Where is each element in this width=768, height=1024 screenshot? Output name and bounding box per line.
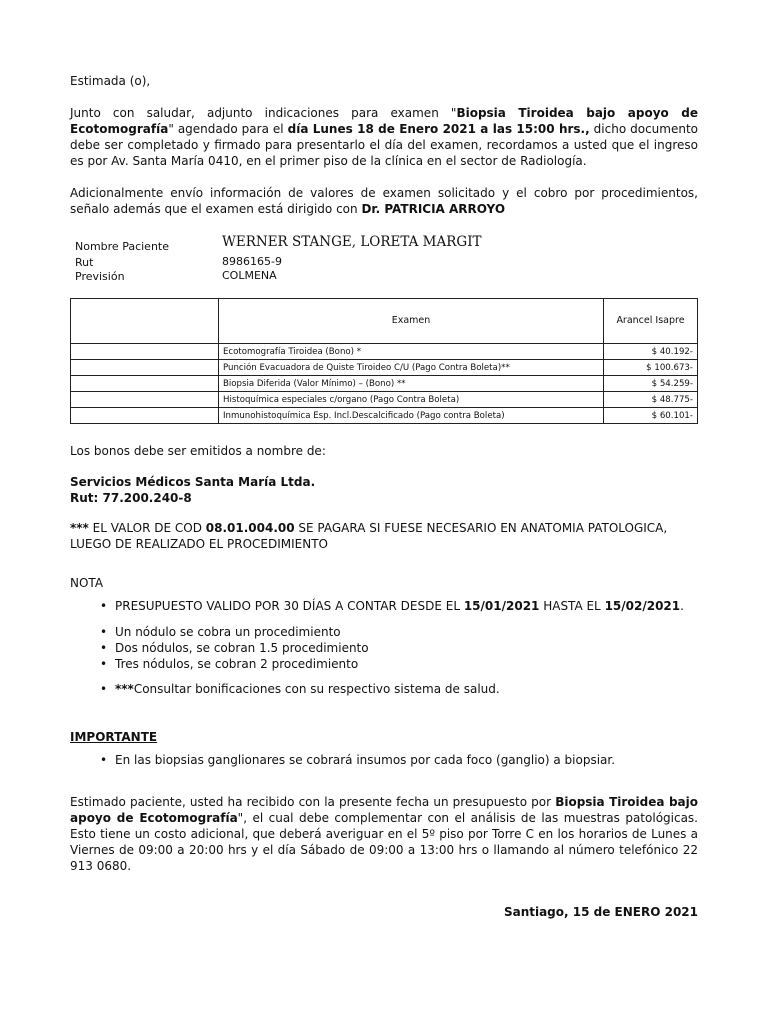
consult-stars: *** <box>115 682 134 696</box>
patient-name-value: WERNER STANGE, LORETA MARGIT <box>222 234 482 250</box>
exam-cell: Ecotomografía Tiroidea (Bono) * <box>219 344 604 360</box>
closing-exam-name: Biopsia Tiroidea bajo apoyo de Ecotomografía <box>70 795 699 825</box>
importante-list <box>70 752 698 768</box>
intro-exam-name: Biopsia Tiroidea bajo apoyo de Ecotomografía <box>70 106 698 136</box>
table-header-blank <box>71 299 219 344</box>
table-header-price: Arancel Isapre <box>604 299 698 344</box>
list-item <box>70 681 698 697</box>
table-row <box>71 344 698 360</box>
company-rut: Rut: 77.200.240-8 <box>70 491 192 505</box>
table-header-exam: Examen <box>219 299 604 344</box>
cod-note-stars: *** <box>70 521 89 535</box>
budget-text-1: PRESUPUESTO VALIDO POR 30 DÍAS A CONTAR DESDE EL <box>115 599 464 613</box>
bullet-icon: • <box>100 641 108 655</box>
table-row <box>71 392 698 408</box>
list-item <box>70 598 698 614</box>
table-row <box>71 360 698 376</box>
intro-text-1: Junto con saludar, adjunto indicaciones para examen " <box>70 106 457 120</box>
doctor-name: Dr. PATRICIA ARROYO <box>361 202 506 216</box>
list-item <box>70 624 698 640</box>
budget-text-3: . <box>680 599 684 613</box>
patient-name-label: Nombre Paciente <box>75 240 170 253</box>
additional-paragraph <box>70 185 698 217</box>
bullet-icon: • <box>100 599 108 613</box>
cod-note-text-2: SE PAGARA SI FUESE NECESARIO EN ANATOMIA PATOLOGICA, LUEGO DE REALIZADO EL PROCEDIMIENTO <box>70 521 668 551</box>
prevision-value: COLMENA <box>222 269 277 282</box>
greeting: Estimada (o), <box>70 74 151 88</box>
exam-price-table <box>70 298 698 424</box>
importante-title: IMPORTANTE <box>70 730 158 744</box>
intro-text-3: dicho documento debe ser completado y firmado para presentarlo el día del examen, recordamos a usted que el ingreso es por Av. Santa María 0410, en el primer piso de la clínica en el sector de Radiología. <box>70 122 699 168</box>
additional-text: Adicionalmente envío información de valores de examen solicitado y el cobro por procedimientos, señalo además que el examen está dirigido con <box>70 186 698 216</box>
intro-text-2: " agendado para el <box>168 122 288 136</box>
cod-note <box>70 520 698 552</box>
budget-date-from: 15/01/2021 <box>463 599 540 613</box>
rut-value: 8986165-9 <box>222 255 282 268</box>
nota-budget-list <box>70 598 698 614</box>
exam-cell: Biopsia Diferida (Valor Mínimo) – (Bono) ** <box>219 376 604 392</box>
bullet-icon: • <box>100 682 108 696</box>
consult-text: Consultar bonificaciones con su respectivo sistema de salud. <box>133 682 500 696</box>
prevision-label: Previsión <box>75 270 125 283</box>
bonos-text: Los bonos debe ser emitidos a nombre de: <box>70 444 326 458</box>
company-name: Servicios Médicos Santa María Ltda. <box>70 475 316 489</box>
exam-cell: Punción Evacuadora de Quiste Tiroideo C/U (Pago Contra Boleta)** <box>219 360 604 376</box>
nodule-item-text: Tres nódulos, se cobran 2 procedimiento <box>115 657 359 671</box>
nodule-item-text: Dos nódulos, se cobran 1.5 procedimiento <box>115 641 369 655</box>
price-cell: $ 40.192- <box>604 344 698 360</box>
list-item <box>70 656 698 672</box>
cod-code: 08.01.004.00 <box>205 521 295 535</box>
nodule-item-text: Un nódulo se cobra un procedimiento <box>115 625 341 639</box>
nodules-list <box>70 624 698 672</box>
rut-label: Rut <box>75 256 94 269</box>
intro-appointment-date: día Lunes 18 de Enero 2021 a las 15:00 hrs., <box>287 122 590 136</box>
nota-title: NOTA <box>70 576 104 590</box>
closing-text-1: Estimado paciente, usted ha recibido con la presente fecha un presupuesto por <box>70 795 556 809</box>
table-row <box>71 408 698 424</box>
closing-paragraph <box>70 794 698 874</box>
bullet-icon: • <box>100 625 108 639</box>
bullet-icon: • <box>100 657 108 671</box>
price-cell: $ 48.775- <box>604 392 698 408</box>
closing-text-2: ", el cual debe complementar con el análisis de las muestras patológicas. Esto tiene un costo adicional, que deberá averiguar en el 5º piso por Torre C en los horarios de Lunes a Viernes de 09:00 a 20:00 hrs y el día Sábado de 09:00 a 13:00 hrs o llamando al número telefónico 22 913 0680. <box>70 811 699 873</box>
table-row <box>71 376 698 392</box>
budget-date-to: 15/02/2021 <box>604 599 681 613</box>
intro-paragraph <box>70 105 698 169</box>
cod-note-text-1: EL VALOR DE COD <box>88 521 206 535</box>
exam-cell: Histoquímica especiales c/organo (Pago Contra Boleta) <box>219 392 604 408</box>
exam-cell: Inmunohistoquímica Esp. Incl.Descalcificado (Pago contra Boleta) <box>219 408 604 424</box>
list-item <box>70 752 698 768</box>
importante-item-text: En las biopsias ganglionares se cobrará insumos por cada foco (ganglio) a biopsiar. <box>115 753 616 767</box>
budget-text-2: HASTA EL <box>539 599 605 613</box>
price-cell: $ 100.673- <box>604 360 698 376</box>
bullet-icon: • <box>100 753 108 767</box>
list-item <box>70 640 698 656</box>
consult-list <box>70 681 698 697</box>
price-cell: $ 54.259- <box>604 376 698 392</box>
table-header-row <box>71 299 698 344</box>
price-cell: $ 60.101- <box>604 408 698 424</box>
signature-date: Santiago, 15 de ENERO 2021 <box>503 905 698 919</box>
